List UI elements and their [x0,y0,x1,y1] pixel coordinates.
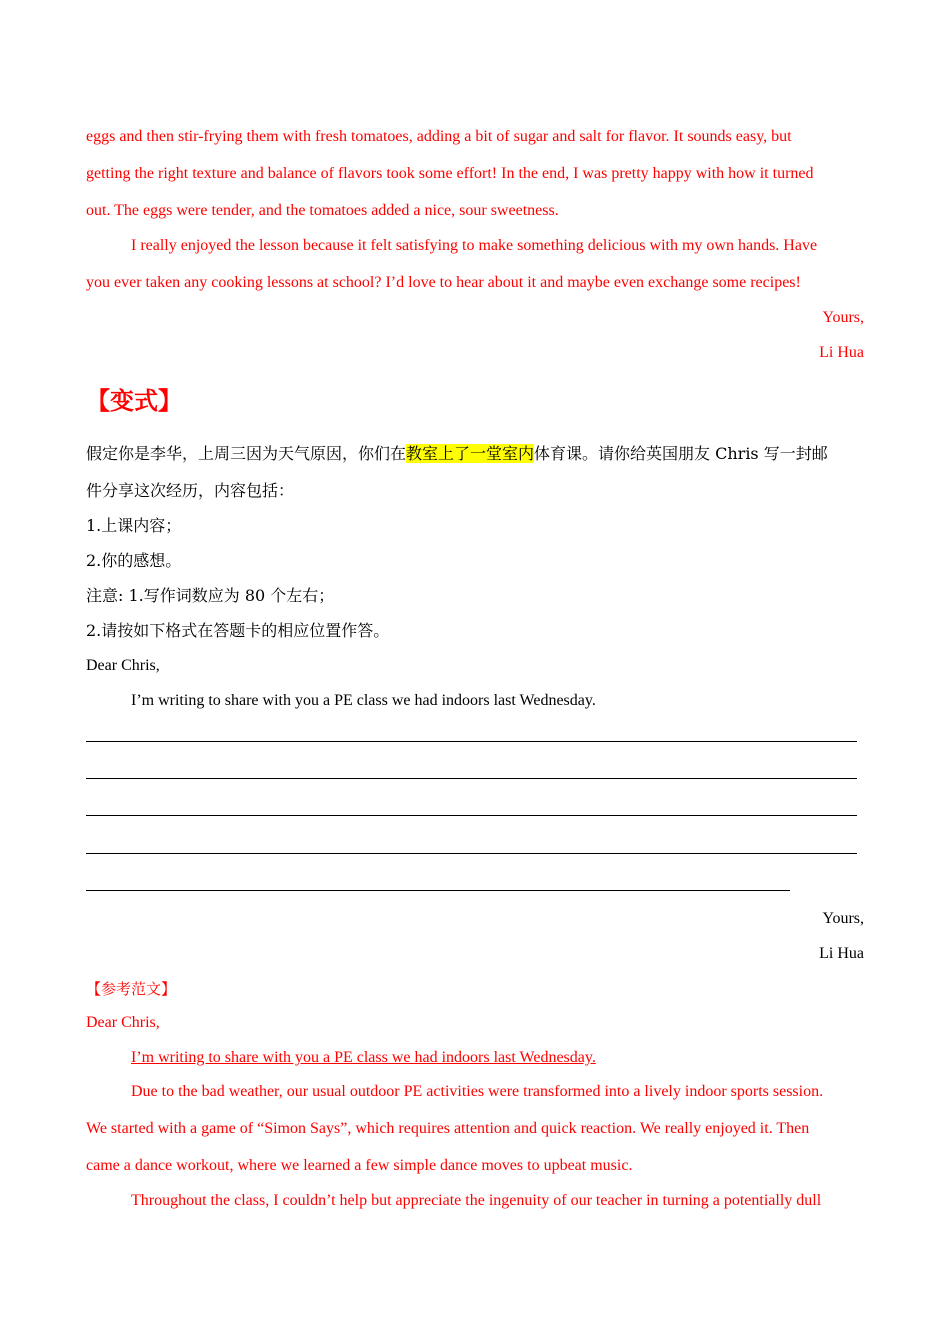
reference-salutation: Dear Chris, [86,1014,160,1031]
prev-closing: Yours, [822,309,864,326]
prev-answer-line-5: you ever taken any cooking lessons at school? I’d love to hear about it and maybe even exchange some recipes! [86,274,801,291]
note-line-1: 注意: 1.写作词数应为 80 个左右； [86,586,335,605]
answer-blank-line[interactable] [86,853,857,854]
reference-label-text: 【参考范文】 [86,980,177,998]
reference-line-3: came a dance workout, where we learned a few simple dance moves to upbeat music. [86,1157,633,1174]
variant-signature: Li Hua [819,945,864,962]
prompt-text-part-2: 体育课。请你给英国朋友 Chris 写一封邮 [534,444,828,463]
reference-label [86,979,176,1000]
prev-signature: Li Hua [819,344,864,361]
answer-blank-line[interactable] [86,815,857,816]
answer-blank-line[interactable] [86,778,857,779]
variant-opening-sentence: I’m writing to share with you a PE class we had indoors last Wednesday. [131,692,596,709]
prev-answer-line-3: out. The eggs were tender, and the tomatoes added a nice, sour sweetness. [86,202,559,219]
prompt-text-part-1: 假定你是李华，上周三因为天气原因，你们在 [86,444,407,463]
variant-prompt-line-2: 件分享这次经历，内容包括： [86,481,295,500]
variant-closing: Yours, [822,910,864,927]
reference-line-4: Throughout the class, I couldn’t help but appreciate the ingenuity of our teacher in turning a potentially dull [131,1192,822,1209]
answer-blank-line[interactable] [86,741,857,742]
prev-answer-line-2: getting the right texture and balance of flavors took some effort! In the end, I was pretty happy with how it turned [86,165,814,182]
reference-line-1: Due to the bad weather, our usual outdoor PE activities were transformed into a lively indoor sports session. [131,1083,824,1100]
content-item-2: 2.你的感想。 [86,551,182,570]
variant-prompt-line-1 [86,444,828,464]
reference-opening-sentence: I’m writing to share with you a PE class we had indoors last Wednesday. [131,1049,596,1066]
variant-heading: 【变式】 [86,387,182,415]
prompt-highlight: 教室上了一堂室内 [406,444,535,463]
variant-salutation: Dear Chris, [86,657,160,674]
answer-blank-line[interactable] [86,890,790,891]
content-item-1: 1.上课内容； [86,516,182,535]
note-line-2: 2.请按如下格式在答题卡的相应位置作答。 [86,621,390,640]
prev-answer-line-4: I really enjoyed the lesson because it felt satisfying to make something delicious with my own hands. Have [131,237,818,254]
reference-line-2: We started with a game of “Simon Says”, which requires attention and quick reaction. We really enjoyed it. Then [86,1120,810,1137]
prev-answer-line-1: eggs and then stir-frying them with fresh tomatoes, adding a bit of sugar and salt for flavor. It sounds easy, but [86,128,792,145]
